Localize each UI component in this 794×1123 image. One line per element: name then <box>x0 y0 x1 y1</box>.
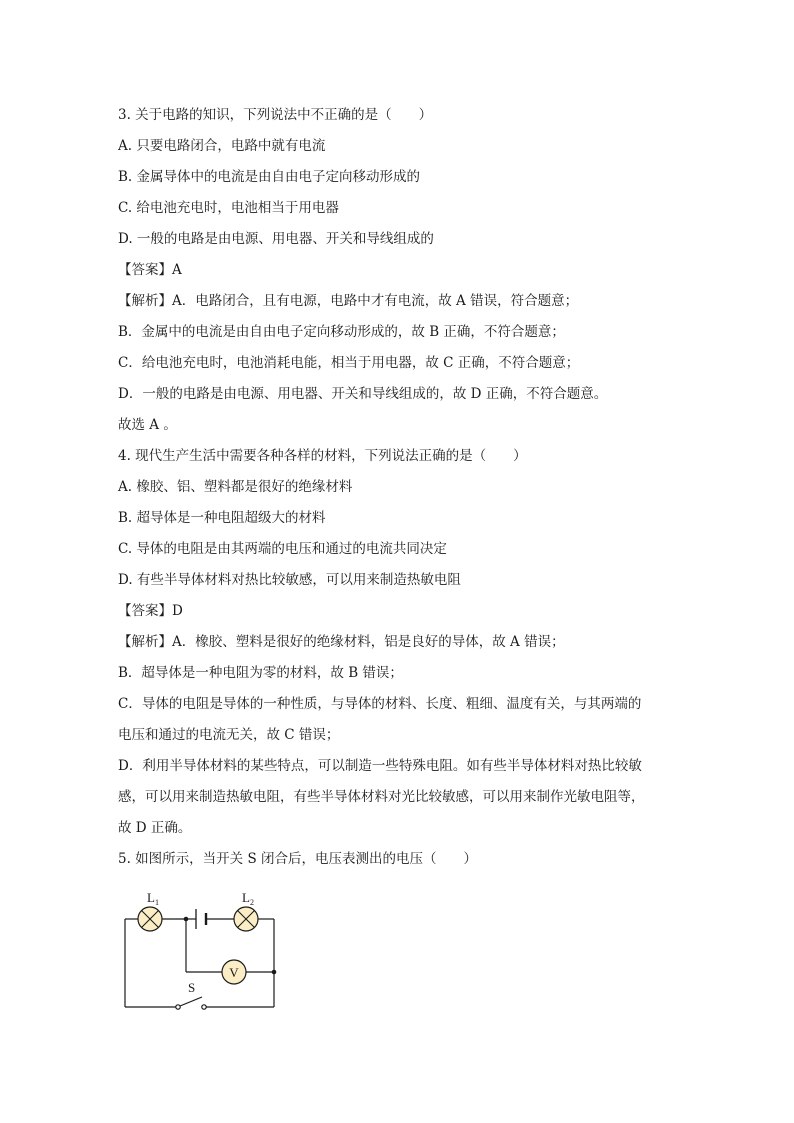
lamp-l1-label: $L_1$ <box>147 890 159 907</box>
question-4-answer: 【答案】D <box>118 603 183 619</box>
question-4-analysis-line: B．超导体是一种电阻为零的材料，故 B 错误； <box>118 665 403 681</box>
question-4-option-c: C. 导体的电阻是由其两端的电压和通过的电流共同决定 <box>118 541 447 557</box>
question-3-option-c: C. 给电池充电时，电池相当于用电器 <box>118 200 339 216</box>
question-4-option-a: A. 橡胶、铝、塑料都是很好的绝缘材料 <box>118 479 353 495</box>
question-3-analysis-line: D．一般的电路是由电源、用电器、开关和导线组成的，故 D 正确，不符合题意。 <box>118 386 608 402</box>
question-3-option-d: D. 一般的电路是由电源、用电器、开关和导线组成的 <box>118 231 434 247</box>
voltmeter-label: V <box>229 965 239 980</box>
switch-label: S <box>188 980 196 995</box>
question-3-analysis-line: C．给电池充电时，电池消耗电能，相当于用电器，故 C 正确，不符合题意； <box>118 355 580 371</box>
junction-dot <box>184 917 189 922</box>
question-4-analysis-line: D．利用半导体材料的某些特点，可以制造一些特殊电阻。如有些半导体材料对热比较敏 <box>118 758 642 774</box>
junction-dot <box>272 970 277 975</box>
question-3-analysis-line: B．金属中的电流是由自由电子定向移动形成的，故 B 正确，不符合题意； <box>118 324 565 340</box>
question-4-analysis-line: 【解析】A．橡胶、塑料是很好的绝缘材料，铝是良好的导体，故 A 错误； <box>118 634 565 650</box>
question-4-option-d: D. 有些半导体材料对热比较敏感，可以用来制造热敏电阻 <box>118 572 461 588</box>
question-3-analysis-line: 故选 A 。 <box>118 417 177 433</box>
question-4-analysis-line: 感，可以用来制造热敏电阻，有些半导体材料对光比较敏感，可以用来制作光敏电阻等， <box>118 789 645 805</box>
question-4-stem: 4. 现代生产生活中需要各种各样的材料，下列说法正确的是（ ） <box>118 448 527 464</box>
question-3-option-a: A. 只要电路闭合，电路中就有电流 <box>118 138 326 154</box>
circuit-diagram <box>118 889 288 1019</box>
question-4-analysis-line: 故 D 正确。 <box>118 820 192 836</box>
question-5-stem: 5. 如图所示，当开关 S 闭合后，电压表测出的电压（ ） <box>118 851 478 867</box>
lamp-l2-icon <box>234 907 258 931</box>
document-page <box>118 100 678 1019</box>
question-3-answer: 【答案】A <box>118 262 182 278</box>
question-4-analysis-line: C．导体的电阻是导体的一种性质，与导体的材料、长度、粗细、温度有关，与其两端的 <box>118 696 642 712</box>
question-3-option-b: B. 金属导体中的电流是由自由电子定向移动形成的 <box>118 169 421 185</box>
question-4-analysis-line: 电压和通过的电流无关，故 C 错误； <box>118 727 340 743</box>
question-3-stem: 3. 关于电路的知识，下列说法中不正确的是（ ） <box>118 107 433 123</box>
lamp-l1-icon <box>138 907 162 931</box>
question-3-analysis-line: 【解析】A．电路闭合，且有电源，电路中才有电流，故 A 错误，符合题意； <box>118 293 579 309</box>
lamp-l2-label: $L_2$ <box>242 890 254 907</box>
battery-icon <box>196 909 206 929</box>
question-4-option-b: B. 超导体是一种电阻超级大的材料 <box>118 510 326 526</box>
switch-icon <box>176 997 206 1009</box>
